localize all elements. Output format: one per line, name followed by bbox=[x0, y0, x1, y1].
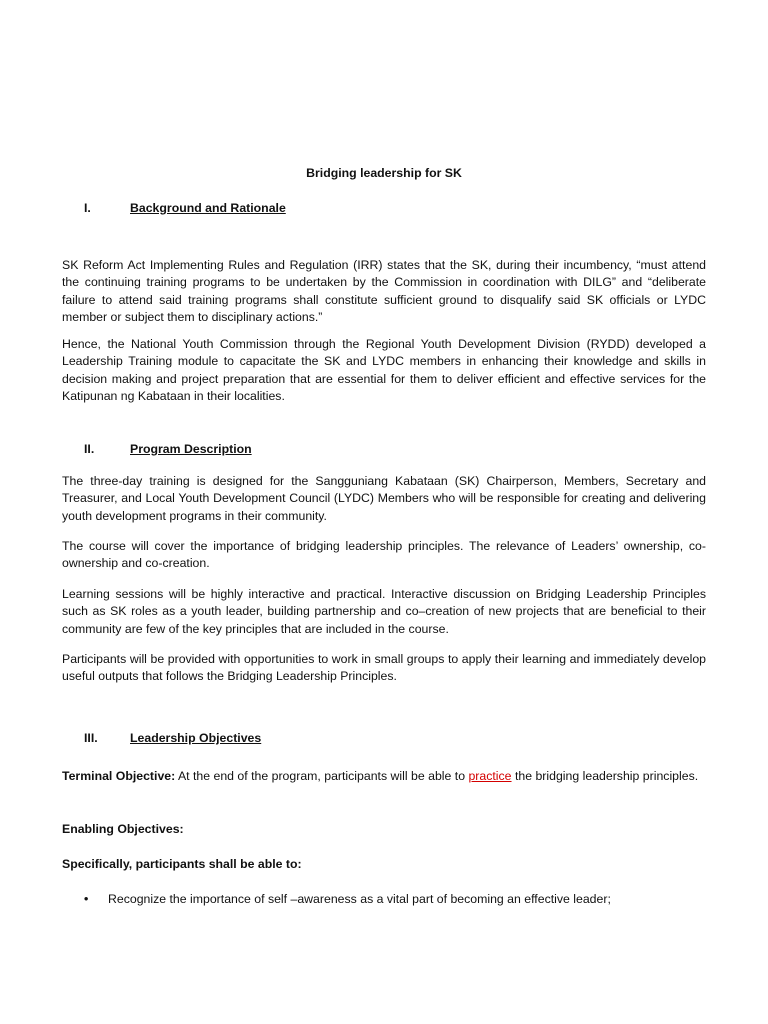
program-paragraph-3: Learning sessions will be highly interactive and practical. Interactive discussion on Bridging Leadership Principles such as SK roles as a youth leader, building partnership and co–creation of new projects that are beneficial to their community are few of the key principles that are included in the course. bbox=[62, 587, 706, 636]
terminal-objective-text-pre: At the end of the program, participants will be able to bbox=[175, 769, 469, 783]
document-title: Bridging leadership for SK bbox=[306, 166, 462, 180]
objective-bullet-text: Recognize the importance of self –awareness as a vital part of becoming an effective leader; bbox=[108, 892, 611, 906]
practice-link[interactable]: practice bbox=[468, 769, 512, 783]
enabling-objectives-label: Enabling Objectives: bbox=[62, 822, 184, 836]
program-paragraph-1: The three-day training is designed for the Sangguniang Kabataan (SK) Chairperson, Members, Secretary and Treasurer, and Local Youth Development Council (LYDC) Members who will be responsible for creating and delivering youth development programs in their community. bbox=[62, 474, 706, 523]
section-heading-program bbox=[84, 441, 252, 458]
program-paragraph-4: Participants will be provided with opportunities to work in small groups to apply their learning and immediately develop useful outputs that follows the Bridging Leadership Principles. bbox=[62, 652, 706, 684]
background-paragraph-2: Hence, the National Youth Commission through the Regional Youth Development Division (RYDD) developed a Leadership Training module to capacitate the SK and LYDC members in enhancing their knowledge and skills in decision making and project preparation that are essential for them to deliver efficient and effective services for the Katipunan ng Kabataan in their localities. bbox=[62, 337, 706, 404]
section-number: II. bbox=[84, 442, 95, 456]
section-heading-background bbox=[84, 200, 286, 217]
document-page bbox=[62, 0, 706, 1024]
background-paragraph-1: SK Reform Act Implementing Rules and Regulation (IRR) states that the SK, during their incumbency, “must attend the continuing training programs to be undertaken by the Commission in coordination with DILG” and “deliberate failure to attend said training programs shall constitute sufficient ground to disqualify said SK officials or LYDC member or subject them to disciplinary actions.” bbox=[62, 258, 706, 325]
terminal-objective bbox=[62, 768, 706, 785]
terminal-objective-text-post: the bridging leadership principles. bbox=[511, 769, 699, 783]
section-number: I. bbox=[84, 201, 91, 215]
specifically-statement: Specifically, participants shall be able to: bbox=[62, 857, 302, 871]
section-number: III. bbox=[84, 731, 98, 745]
program-paragraph-2: The course will cover the importance of bridging leadership principles. The relevance of Leaders’ ownership, co-ownership and co-creation. bbox=[62, 539, 706, 571]
section-title: Background and Rationale bbox=[130, 201, 286, 215]
terminal-objective-label: Terminal Objective: bbox=[62, 769, 176, 783]
objective-bullet-item bbox=[84, 891, 706, 908]
section-title: Program Description bbox=[130, 442, 252, 456]
section-title: Leadership Objectives bbox=[130, 731, 262, 745]
section-heading-objectives bbox=[84, 730, 261, 747]
bullet-icon: • bbox=[84, 892, 89, 906]
